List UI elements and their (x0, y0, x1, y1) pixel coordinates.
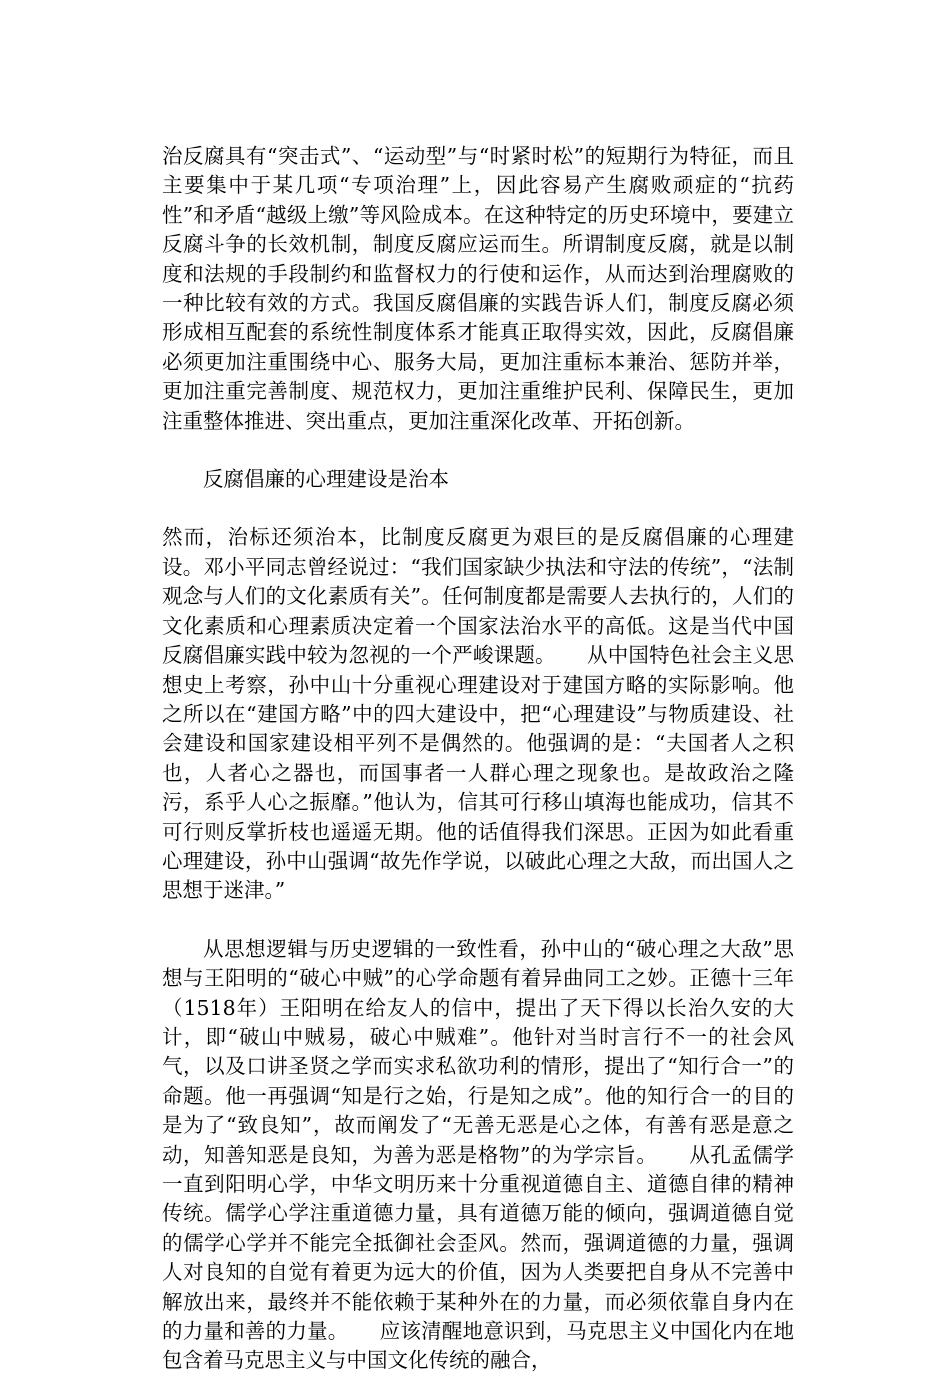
document-body (162, 142, 794, 1376)
paragraph-1: 治反腐具有“突击式”、“运动型”与“时紧时松”的短期行为特征，而且主要集中于某几项“专项治理”上，因此容易产生腐败顽症的“抗药性”和矛盾“越级上缴”等风险成本。在这种特定的历史环境中，要建立反腐斗争的长效机制，制度反腐应运而生。所谓制度反腐，就是以制度和法规的手段制约和监督权力的行使和运作，从而达到治理腐败的一种比较有效的方式。我国反腐倡廉的实践告诉人们，制度反腐必须形成相互配套的系统性制度体系才能真正取得实效，因此，反腐倡廉必须更加注重围绕中心、服务大局，更加注重标本兼治、惩防并举，更加注重完善制度、规范权力，更加注重维护民利、保障民生，更加注重整体推进、突出重点，更加注重深化改革、开拓创新。 (162, 144, 794, 433)
paragraph-2: 然而，治标还须治本，比制度反腐更为艰巨的是反腐倡廉的心理建设。邓小平同志曾经说过：“我们国家缺少执法和守法的传统”，“法制观念与人们的文化素质有关”。任何制度都是需要人去执行的，人们的文化素质和心理素质决定着一个国家法治水平的高低。这是当代中国反腐倡廉实践中较为忽视的一个严峻课题。 从中国特色社会主义思想史上考察，孙中山十分重视心理建设对于建国方略的实际影响。他之所以在“建国方略”中的四大建设中，把“心理建设”与物质建设、社会建设和国家建设相平列不是偶然的。他强调的是：“夫国者人之积也，人者心之器也，而国事者一人群心理之现象也。是故政治之隆污，系乎人心之振靡。”他认为，信其可行移山填海也能成功，信其不可行则反掌折枝也遥遥无期。他的话值得我们深思。正因为如此看重心理建设，孙中山强调“故先作学说，以破此心理之大敌，而出国人之思想于迷津。” (162, 525, 794, 903)
paragraph-spacer (162, 436, 794, 465)
section-heading: 反腐倡廉的心理建设是治本 (203, 467, 449, 492)
paragraph-spacer (162, 906, 794, 935)
paragraph-3: 从思想逻辑与历史逻辑的一致性看，孙中山的“破心理之大敌”思想与王阳明的“破心中贼”的心学命题有着异曲同工之妙。正德十三年（1518年）王阳明在给友人的信中，提出了天下得以长治久安的大计，即“破山中贼易，破心中贼难”。他针对当时言行不一的社会风气，以及口讲圣贤之学而实求私欲功利的情形，提出了“知行合一”的命题。他一再强调“知是行之始，行是知之成”。他的知行合一的目的是为了“致良知”，故而阐发了“无善无恶是心之体，有善有恶是意之动，知善知恶是良知，为善为恶是格物”的为学宗旨。 从孔孟儒学一直到阳明心学，中华文明历来十分重视道德自主、道德自律的精神传统。儒学心学注重道德力量，具有道德万能的倾向，强调道德自觉的儒学心学并不能完全抵御社会歪风。然而，强调道德的力量，强调人对良知的自觉有着更为远大的价值，因为人类要把自身从不完善中解放出来，最终并不能依赖于某种外在的力量，而必须依靠自身内在的力量和善的力量。 应该清醒地意识到，马克思主义中国化内在地包含着马克思主义与中国文化传统的融合， (162, 936, 794, 1373)
paragraph-spacer (162, 494, 794, 523)
